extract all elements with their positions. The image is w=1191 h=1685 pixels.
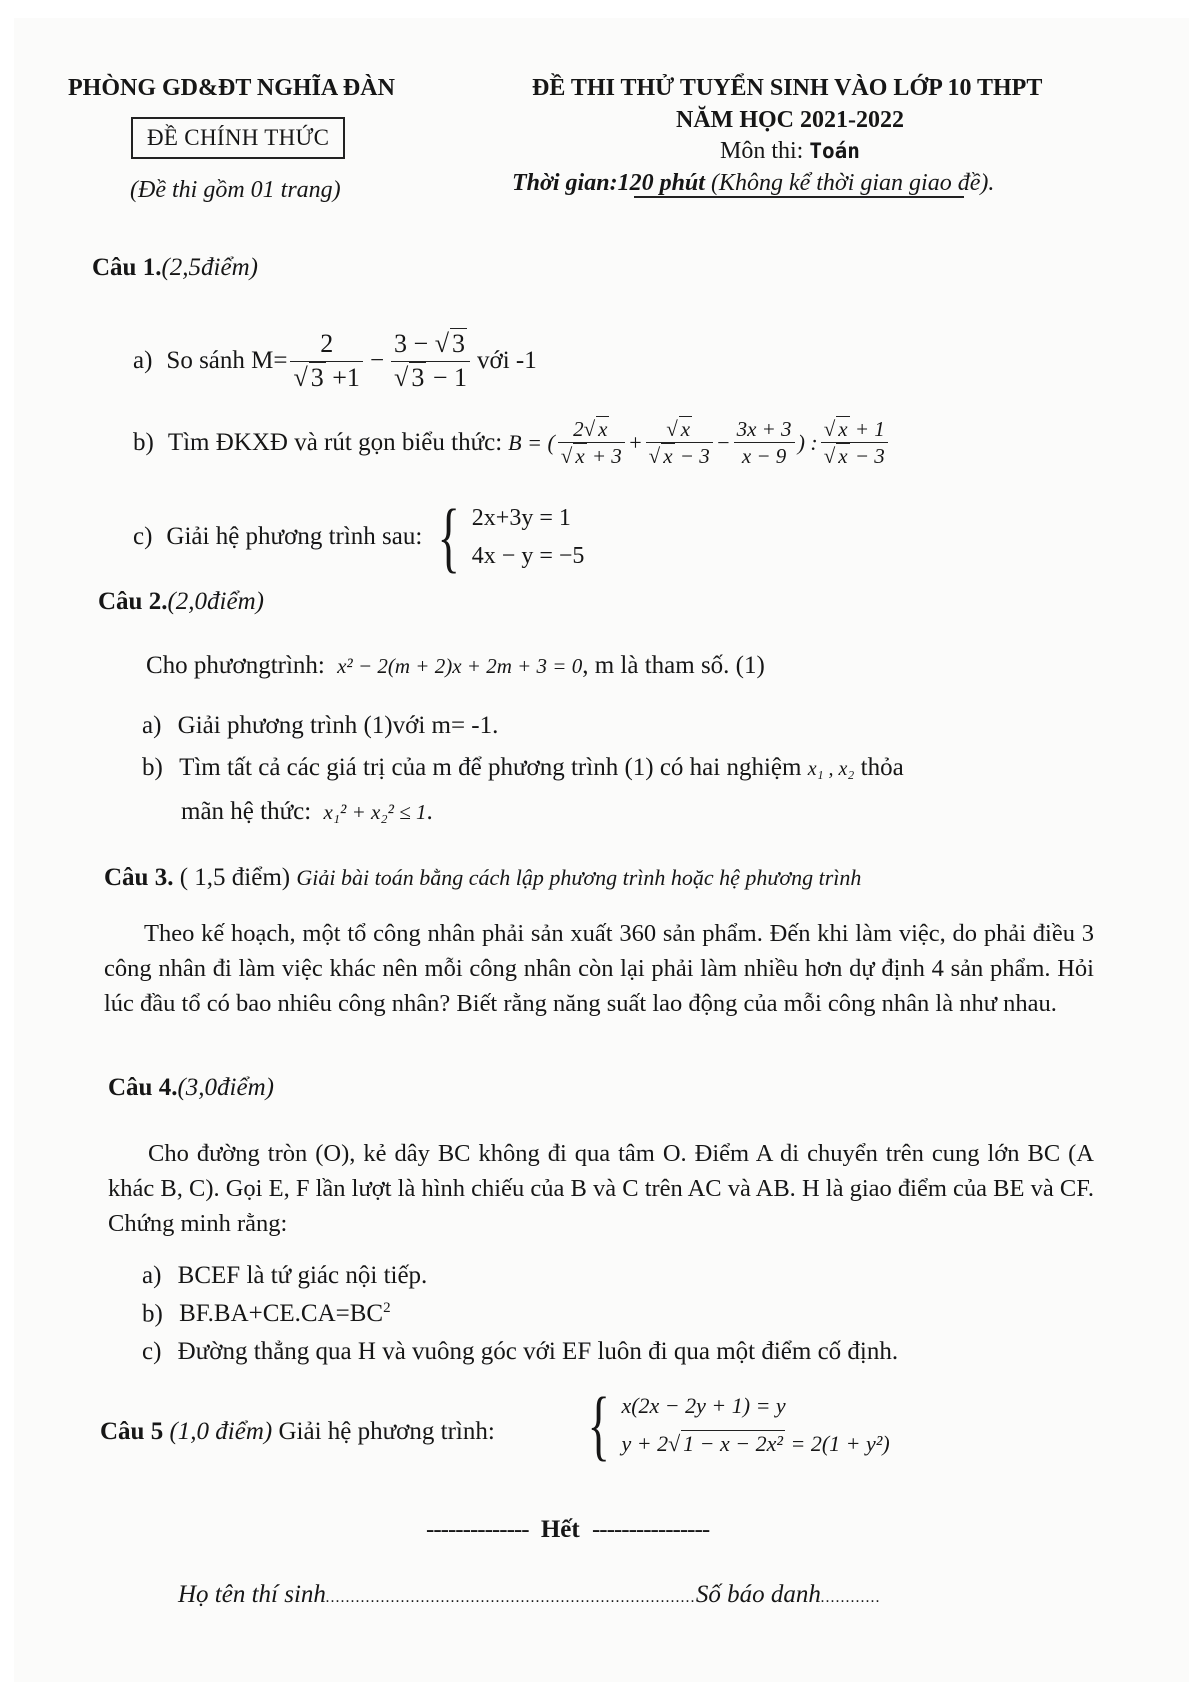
q1-heading xyxy=(92,254,258,282)
candidate-name-dots: .......................................................................... xyxy=(325,1589,696,1606)
subject-prefix: Môn thi: xyxy=(720,138,810,164)
time-line xyxy=(512,170,994,197)
q1-a-text: So sánh M= xyxy=(166,347,288,374)
q2-equation: x² − 2(m + 2)x + 2m + 3 = 0 xyxy=(337,654,583,678)
fraction-2sqrtx-over-sqrtx-plus-3: $\frac{2√ x}{√ x + 3}$ xyxy=(558,416,625,470)
exam-title: ĐỀ THI THỬ TUYỂN SINH VÀO LỚP 10 THPT xyxy=(532,75,1043,101)
q2-intro-text: Cho phươngtrình: xyxy=(146,652,325,679)
q2-b-suffix: thỏa xyxy=(860,754,904,781)
fraction-3x-plus-3-over-x-minus-9: $\frac{3x + 3}{x - 9}$ xyxy=(734,416,795,470)
q4-c-label: c) xyxy=(142,1338,162,1365)
q5-eq1: x(2x − 2y + 1) = y xyxy=(621,1393,786,1418)
fraction-sqrtx-over-sqrtx-minus-3: $\frac{√ x}{√ x - 3}$ xyxy=(646,416,713,470)
q4-title: Câu 4. xyxy=(108,1074,178,1101)
q2-intro xyxy=(146,652,765,680)
q5-system: { x(2x − 2y + 1) = y y + 2√ 1 − x − 2x² = 2(1 + y²) xyxy=(587,1381,890,1468)
q5-points: (1,0 điểm) xyxy=(169,1418,273,1445)
q5-eq2-radicand: 1 − x − 2x² xyxy=(683,1431,783,1456)
q2-part-b-line2 xyxy=(181,798,433,826)
end-marker xyxy=(426,1516,709,1544)
q3-body: Theo kế hoạch, một tổ công nhân phải sản xuất 360 sản phẩm. Đến khi làm việc, do phải điều 3 công nhân đi làm việc khác nên mỗi công nhân còn lại phải làm nhiều hơn dự định 4 sản phẩm. Hỏi lúc đầu tổ có bao nhiêu công nhân? Biết rằng năng suất lao động của mỗi công nhân là như nhau. xyxy=(104,920,1094,1017)
q4-b-text: BF.BA+CE.CA=BC xyxy=(179,1300,384,1328)
q1-part-a: a) So sánh M= $\frac{2}{√ 3 +1}$ − $\frac{3 - √ 3}{√ 3 - 1}$ với -1 xyxy=(133,328,537,394)
subject-name: Toán xyxy=(809,139,860,163)
fraction-2-over-sqrt3-plus-1: $\frac{2}{√ 3 +1}$ xyxy=(290,328,362,394)
q2-title: Câu 2. xyxy=(98,588,168,615)
q5-eq2: y + 2√ 1 − x − 2x² = 2(1 + y²) xyxy=(621,1431,890,1456)
fraction-sqrtx-plus-1-over-sqrtx-minus-3: $\frac{√ x + 1}{√ x - 3}$ xyxy=(821,416,888,470)
q4-part-a xyxy=(142,1262,427,1290)
time-label: Thời gian:120 phút xyxy=(512,170,705,196)
q1-a-label: a) xyxy=(133,347,153,374)
q2-a-text: Giải phương trình (1)với m= -1. xyxy=(177,712,499,739)
q1-b-label: b) xyxy=(133,428,154,456)
q4-body: Cho đường tròn (O), kẻ dây BC không đi qua tâm O. Điểm A di chuyển trên cung lớn BC (A khác B, C). Gọi E, F lần lượt là hình chiếu của B và C trên AC và AB. H là giao điểm của BE và CF. Chứng minh rằng: xyxy=(108,1140,1094,1237)
pages-note: (Đề thi gồm 01 trang) xyxy=(130,177,341,203)
q1-a-suffix: với -1 xyxy=(477,347,537,374)
end-dashes-right: ---------------- xyxy=(591,1516,710,1543)
q4-a-text: BCEF là tứ giác nội tiếp. xyxy=(177,1262,428,1289)
q1-c-label: c) xyxy=(133,523,153,550)
q3-heading xyxy=(104,864,861,892)
candidate-line xyxy=(178,1581,881,1609)
end-label: Hết xyxy=(540,1516,580,1543)
school-year: NĂM HỌC 2021-2022 xyxy=(676,107,904,133)
q4-c-text: Đường thẳng qua H và vuông góc với EF luôn đi qua một điểm cố định. xyxy=(177,1338,899,1365)
q1-part-b: b) Tìm ĐKXĐ và rút gọn biểu thức: B = ( $\frac{2√ x}{√ x + 3}$ + $\frac{√ x}{√ x - 3}$ − $\frac{3x + 3}{x - 9}$ ) : $\frac{√ x + 1}{√ x - 3}$ xyxy=(133,416,891,470)
candidate-number-label: Số báo danh xyxy=(695,1581,821,1608)
q3-points: ( 1,5 điểm) xyxy=(179,864,291,891)
q2-b-inequality: x₁² + x₂² ≤ 1 xyxy=(323,800,427,824)
candidate-number-dots: ............ xyxy=(820,1589,881,1606)
q2-b-label: b) xyxy=(142,754,163,781)
q4-part-b xyxy=(142,1300,391,1328)
q2-b-end: . xyxy=(426,798,433,825)
q5-eq2-right: = 2(1 + y²) xyxy=(784,1431,890,1456)
q1-b-text: Tìm ĐKXĐ và rút gọn biểu thức: xyxy=(167,428,503,456)
q2-b-vars: x₁ , x₂ xyxy=(807,758,855,780)
q4-b-label: b) xyxy=(142,1300,163,1328)
q2-b-text: Tìm tất cả các giá trị của m để phương trình (1) có hai nghiệm xyxy=(179,754,802,781)
q4-b-superscript: 2 xyxy=(383,1300,391,1316)
q5-eq2-left: y + 2 xyxy=(621,1431,669,1456)
q2-heading xyxy=(98,588,264,616)
official-label: ĐỀ CHÍNH THỨC xyxy=(147,125,330,150)
q5-text: Giải hệ phương trình: xyxy=(278,1418,495,1445)
q1-part-c xyxy=(133,493,585,580)
q1-title: Câu 1. xyxy=(92,254,162,281)
q5-title: Câu 5 xyxy=(100,1418,164,1445)
fraction-3-minus-sqrt3-over-sqrt3-minus-1: $\frac{3 - √ 3}{√ 3 - 1}$ xyxy=(391,328,470,394)
subject-line xyxy=(720,138,860,165)
q2-points: (2,0điểm) xyxy=(167,588,264,615)
department-name: PHÒNG GD&ĐT NGHĨA ĐÀN xyxy=(68,75,395,101)
candidate-name-label: Họ tên thí sinh xyxy=(178,1581,326,1608)
official-stamp-box xyxy=(131,117,345,159)
q1-c-text: Giải hệ phương trình sau: xyxy=(166,523,423,550)
q2-part-b xyxy=(142,754,904,782)
q2-intro-suffix: , m là tham số. (1) xyxy=(582,652,765,679)
time-note: (Không kể thời gian giao đề). xyxy=(704,170,995,196)
q4-a-label: a) xyxy=(142,1262,162,1289)
q4-points: (3,0điểm) xyxy=(177,1074,274,1101)
q2-a-label: a) xyxy=(142,712,162,739)
end-dashes-left: -------------- xyxy=(426,1516,529,1543)
q1-c-system: { 2x+3y = 1 4x − y = −5 xyxy=(437,493,585,580)
q1-points: (2,5điểm) xyxy=(161,254,258,281)
q1-c-eq1: 2x+3y = 1 xyxy=(471,505,571,531)
q3-subtitle: Giải bài toán bằng cách lập phương trình hoặc hệ phương trình xyxy=(296,865,862,890)
time-underline xyxy=(634,196,964,198)
q3-title: Câu 3. xyxy=(104,864,174,891)
q1-c-eq2: 4x − y = −5 xyxy=(471,543,585,569)
q4-heading xyxy=(108,1074,274,1102)
q4-part-c xyxy=(142,1338,898,1366)
q2-part-a xyxy=(142,712,498,740)
q2-b-line2: mãn hệ thức: xyxy=(181,798,312,825)
q5-heading xyxy=(100,1418,495,1446)
